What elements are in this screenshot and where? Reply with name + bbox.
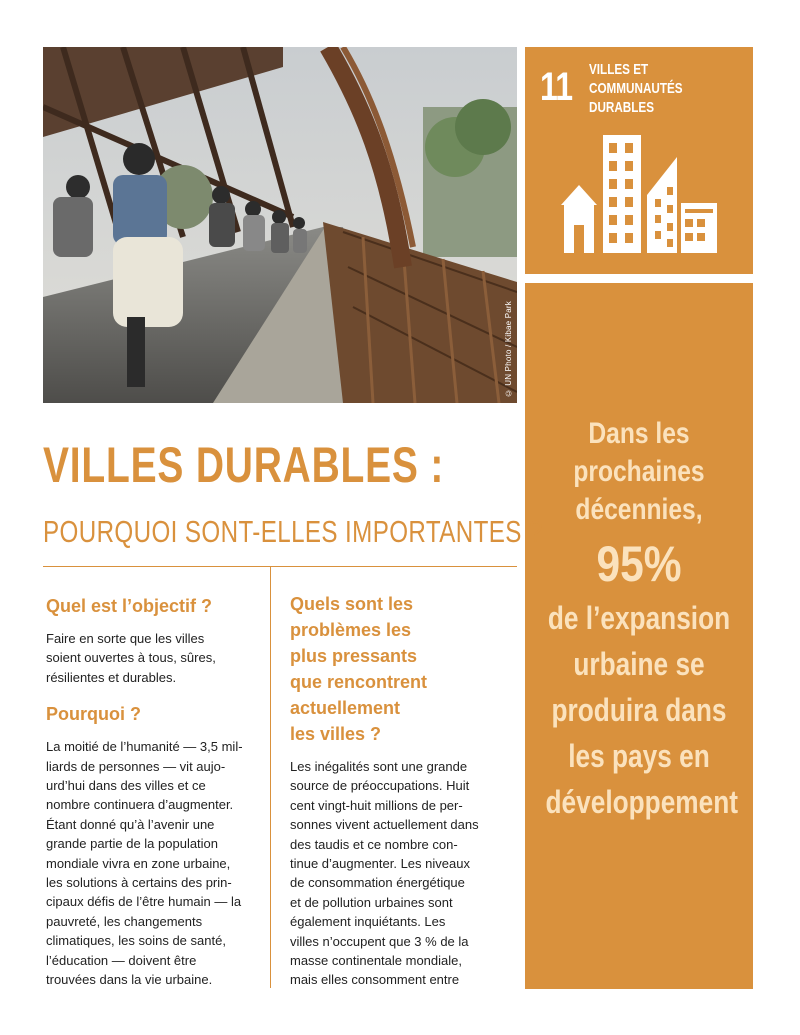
sdg-11-badge (525, 47, 753, 274)
text-line: La moitié de l’humanité — 3,5 mil- (46, 739, 243, 755)
hero-photo (43, 47, 517, 403)
column-divider (270, 566, 271, 988)
text-line: des taudis et ce nombre con- (290, 836, 458, 852)
text-line: mondiale vivra en zone urbaine, (46, 855, 231, 871)
text-line: cent vingt-huit millions de per- (290, 797, 463, 813)
text-line: également inquiétants. Les (290, 914, 446, 930)
why-paragraph (46, 737, 258, 989)
text-line: liards de personnes — vit aujo- (46, 758, 226, 774)
statistic-line: produira dans (551, 692, 727, 728)
page-subtitle: POURQUOI SONT-ELLES IMPORTANTES ? (43, 514, 543, 549)
sdg-number: 11 (540, 65, 573, 109)
horizontal-divider (43, 566, 517, 567)
text-line: l’éducation — doivent être (46, 952, 197, 968)
heading-line: que rencontrent (290, 672, 428, 692)
city-buildings-icon (559, 135, 719, 255)
text-line: Faire en sorte que les villes (46, 631, 205, 646)
text-line: de consommation énergétique (290, 875, 465, 891)
text-line: urd’hui dans des villes et ce (46, 778, 206, 794)
text-line: mais elles consomment entre (290, 972, 460, 988)
sdg-title-line: VILLES ET (589, 61, 649, 78)
problems-paragraph (290, 757, 500, 990)
text-line: Les inégalités sont une grande (290, 759, 468, 774)
text-line: masse continentale mondiale, (290, 953, 462, 969)
heading-line: actuellement (290, 698, 401, 718)
text-line: grande partie de la population (46, 836, 219, 852)
section-heading-problems (290, 591, 500, 747)
photo-credit: © UN Photo / Kibae Park (504, 300, 513, 397)
text-line: trouvées dans la vie urbaine. (46, 972, 213, 988)
statistic-panel (525, 283, 753, 989)
spacer (46, 687, 258, 701)
text-line: cipaux défis de l’être humain — la (46, 894, 242, 910)
statistic-line: prochaines (573, 455, 705, 488)
text-line: villes n’occupent que 3 % de la (290, 933, 469, 949)
heading-line: les villes ? (290, 724, 382, 744)
section-heading-objective (46, 593, 258, 619)
statistic-highlight: 95% (596, 536, 682, 592)
statistic-line: développement (545, 784, 738, 820)
section-heading-why (46, 701, 258, 727)
text-line: tinue d’augmenter. Les niveaux (290, 856, 470, 872)
heading-line: plus pressants (290, 646, 418, 666)
text-line: résilientes et durables. (46, 669, 177, 685)
text-line: nombre continuera d’augmenter. (46, 797, 234, 813)
statistic-line: décennies, (575, 493, 703, 526)
heading-line: Quels sont les (290, 594, 414, 614)
bridge-traffic-image (43, 47, 517, 403)
statistic-line: Dans les (588, 417, 690, 450)
text-line: pauvreté, les changements (46, 913, 203, 929)
sdg-title-line: COMMUNAUTÉS (589, 80, 683, 97)
text-line: sonnes vivent actuellement dans (290, 817, 479, 833)
sdg-title-line: DURABLES (589, 99, 655, 116)
statistic-text (525, 415, 753, 825)
text-line: climatiques, les soins de santé, (46, 933, 226, 949)
objective-paragraph (46, 629, 258, 687)
right-column (290, 591, 500, 990)
left-column (46, 593, 258, 990)
statistic-line: les pays en (568, 738, 710, 774)
sdg-title (589, 60, 706, 117)
page-title: VILLES DURABLES : (43, 437, 445, 493)
text-line: Étant donné qu’à l’avenir une (46, 816, 215, 832)
text-line: source de préoccupations. Huit (290, 778, 470, 794)
text-line: les solutions à certains des prin- (46, 875, 232, 891)
statistic-line: urbaine se (573, 646, 705, 682)
text-line: soient ouvertes à tous, sûres, (46, 650, 216, 666)
text-line: et de pollution urbaines sont (290, 894, 453, 910)
statistic-line: de l’expansion (547, 600, 731, 636)
heading-line: problèmes les (290, 620, 412, 640)
heading-line: Pourquoi ? (46, 704, 141, 725)
heading-line: Quel est l’objectif ? (46, 596, 213, 616)
